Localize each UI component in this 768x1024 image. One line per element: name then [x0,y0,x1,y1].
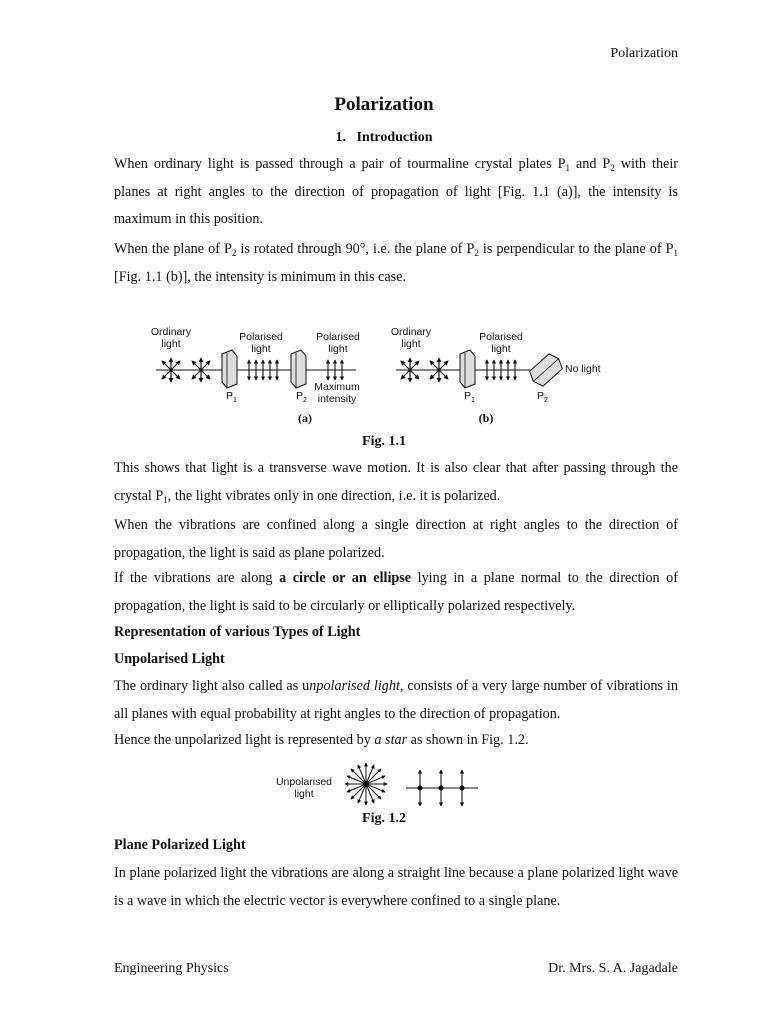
fig-b-p2: $P_2$ [537,390,548,404]
section-heading [0,130,768,146]
fig-b-polarised-2: light [491,343,511,355]
paragraph-unpolarised: The ordinary light also called as unpolarised light, consists of a very large number of vibrations in all planes with equal probability at right angles to the direction of propagation. [114,678,678,722]
paragraph-plane-polarized-light: In plane polarized light the vibrations are along a straight line because a plane polarized light wave is a wave in which the electric vector is everywhere confined to a single plane. [114,865,678,909]
heading-unpolarised-light: Unpolarised Light [114,651,225,667]
figure-1-2-caption: Fig. 1.2 [362,811,406,826]
paragraph-transverse: This shows that light is a transverse wave motion. It is also clear that after passing through the crystal $P_1$, the light vibrates only in one direction, i.e. it is polarized. [114,460,678,505]
vibration-cross-arrows [406,770,478,806]
section-number: 1. [335,130,346,145]
fig12-label-2: light [294,788,314,800]
fig-a-maximum: Maximum [314,381,360,393]
fig-a-p2: $P_2$ [296,390,307,404]
fig-a-ordinary-1: Ordinary [150,326,192,338]
figure-1-1 [146,322,622,430]
paragraph-intro-1: When ordinary light is passed through a pair of tourmaline crystal plates $P_1$ and $P_2$ with their planes at right angles to the direction of propagation of light [Fig. 1.1 (a)], the intensity is maximum in this position. [114,156,678,227]
fig-b-p1: $P_1$ [464,390,475,404]
heading-types-of-light: Representation of various Types of Light [114,624,361,640]
paragraph-intro-2: When the plane of $P_2$ is rotated through 90°, i.e. the plane of $P_2$ is perpendicular to the plane of $P_1$ [Fig. 1.1 (b)], the intensity is minimum in this case. [114,241,678,285]
paragraph-star: Hence the unpolarized light is represented by a star as shown in Fig. 1.2. [114,732,529,748]
crystal-plate-icon [222,350,237,388]
figure-1-1-caption: Fig. 1.1 [362,434,406,449]
page-title: Polarization [334,94,434,115]
fig12-label-1: Unpolarised [275,776,333,788]
fig-1-1-panel-a [151,326,360,425]
fig-b-ordinary-2: light [401,338,421,350]
fig-a-label: (a) [298,411,312,425]
unpolarised-star-icon [345,763,387,805]
fig-b-no-light: No light [565,363,601,375]
fig-1-1-panel-b [391,326,601,425]
paragraph-plane-polarized: When the vibrations are confined along a single direction at right angles to the direction of propagation, the light is said as plane polarized. [114,517,678,561]
paragraph-circular: If the vibrations are along a circle or an ellipse lying in a plane normal to the direction of propagation, the light is said to be circularly or elliptically polarized respectively. [114,570,678,614]
fig-a-polarised-1b: light [251,343,271,355]
running-header: Polarization [610,46,678,61]
fig-b-polarised-1: Polarised [479,331,523,343]
fig-a-p1: $P_1$ [226,390,237,404]
fig-a-polarised-2b: light [328,343,348,355]
figure-1-2 [268,760,488,816]
rotated-crystal-plate-icon [527,351,566,389]
fig-b-label: (b) [478,411,494,425]
fig-a-ordinary-2: light [161,338,181,350]
fig-b-ordinary-1: Ordinary [390,326,432,338]
section-label: Introduction [356,130,433,145]
footer-left: Engineering Physics [114,961,229,976]
footer-right: Dr. Mrs. S. A. Jagadale [548,961,678,976]
fig-a-polarised-1: Polarised [239,331,283,343]
fig-a-intensity: intensity [317,393,357,405]
crystal-plate-icon [460,350,475,388]
crystal-plate-icon [291,350,306,388]
heading-plane-polarized-light: Plane Polarized Light [114,837,246,853]
fig-a-polarised-2: Polarised [316,331,360,343]
